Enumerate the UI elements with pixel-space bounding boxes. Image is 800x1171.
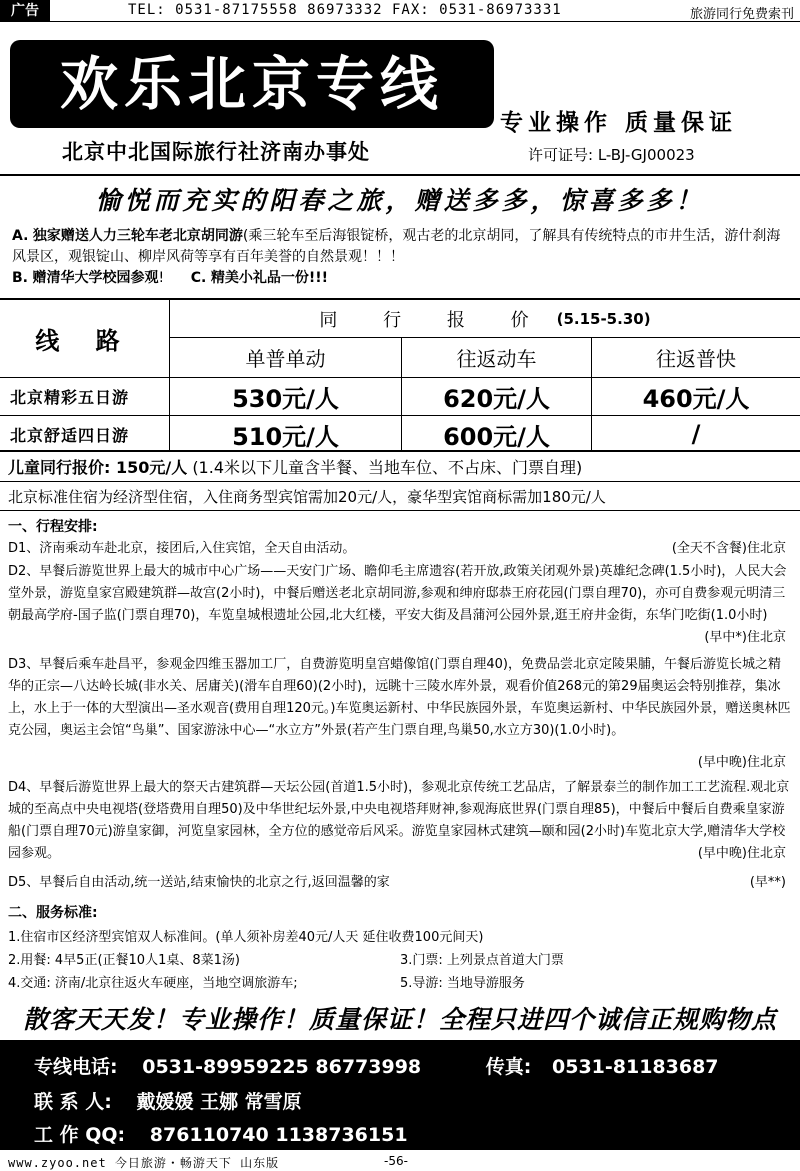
slogan: 专业操作 质量保证 (500, 109, 738, 136)
price-cell: / (691, 420, 701, 448)
contact-people-row (34, 1087, 302, 1114)
itinerary-heading: 一、行程安排: (8, 519, 98, 535)
promo-a-text: (乘三轮车至后海银锭桥，观古老的北京胡同，了解具有传统特点的市井生活，游什刹海风景区，观银锭山、柳岸风荷等享有百年美誉的自然景观！！！ (12, 228, 781, 265)
top-contact-strip: TEL: 0531-87175558 86973332 FAX: 0531-86973331 (128, 2, 562, 18)
itinerary-day: D3、早餐后乘车赴昌平，参观金四维玉器加工厂，自费游览明皇宫蜡像馆(门票自理40)，免费品尝北京定陵果脯，午餐后游览长城之精华的正宗—八达岭长城(非水关、居庸关)(滑车自理60)(2小时)，远眺十三陵水库外景，观看价值268元的第29届奥运会特别推荐，集冰上，水上于一体的大型演出—圣水观音(费用自理120元。)车览奥运新村、中华民族园外景，车览奥运新村、中华民族园外景，赠送奥林匹克公园，奥运主会馆“鸟巢”、国家游泳中心—“水立方”外景(若产生门票自理,鸟巢50,水立方30)(1.0小时)。 (早中晚)住北京 (8, 654, 792, 774)
route-name: 北京精彩五日游 (0, 378, 170, 416)
page-title: 欢乐北京专线 (59, 50, 444, 118)
people-names: 戴媛媛 王娜 常雪原 (136, 1091, 302, 1113)
promo-bc: B. 赠清华大学校园参观! C. 精美小礼品一份!!! (12, 270, 328, 286)
price-cell: 530元/人 (170, 378, 402, 416)
promo-a-title: 独家赠送人力三轮车老北京胡同游 (32, 228, 243, 244)
column-header: 往返普快 (592, 338, 800, 378)
column-header: 往返动车 (402, 338, 592, 378)
agency-name: 北京中北国际旅行社济南办事处 (62, 140, 370, 164)
service-item: 4.交通: 济南/北京往返火车硬座，当地空调旅游车; (8, 976, 298, 991)
child-price (0, 454, 800, 482)
service-item: 2.用餐: 4早5正(正餐10人1桌、8菜1汤) (8, 953, 240, 968)
child-price-note: (1.4米以下儿童含半餐、当地车位、不占床、门票自理) (192, 458, 583, 477)
fax-number: 0531-81183687 (552, 1056, 719, 1078)
meal-note: (早中*)住北京 (704, 630, 786, 645)
ad-tag: 广告 (0, 0, 50, 22)
call-to-action: 散客天天发！专业操作！质量保证！全程只进四个诚信正规购物点 (22, 1005, 777, 1034)
hotline-label: 专线电话: (34, 1056, 118, 1078)
tagline: 愉悦而充实的阳春之旅，赠送多多，惊喜多多！ (95, 186, 705, 215)
hotel-note: 北京标准住宿为经济型住宿，入住商务型宾馆需加20元/人，豪华型宾馆商标需加180元/人 (0, 483, 800, 511)
service-item: 3.门票: 上列景点首道大门票 (400, 953, 564, 968)
meal-note: (全天不含餐)住北京 (671, 541, 786, 556)
promo-b-title: 赠清华大学校园参观 (32, 270, 159, 286)
quote-header: 同 行 报 价 (5.15-5.30) (170, 300, 800, 338)
people-label: 联 系 人: (34, 1091, 112, 1113)
price-table (0, 298, 800, 452)
date-range: (5.15-5.30) (556, 309, 651, 328)
hotline-number: 0531-89959225 86773998 (142, 1056, 422, 1078)
route-header: 线 路 (0, 300, 170, 378)
qq-row (34, 1120, 408, 1147)
fax-label: 传真: (485, 1056, 532, 1078)
top-strip (0, 0, 800, 22)
price-cell: 620元/人 (402, 378, 592, 416)
promo-c-title: 精美小礼品一份!!! (210, 270, 328, 286)
itinerary-day: D4、早餐后游览世界上最大的祭天古建筑群—天坛公园(首道1.5小时)，参观北京传统工艺品店，了解景泰兰的制作加工工艺流程.观北京城的至高点中央电视塔(登塔费用自理50)及中华世纪坛外景,中央电视塔拜财神,参观海底世界(门票自理85)，中餐后中餐后自费乘皇家游船(门票自理70元)游皇家御，河览皇家园林，全方位的感觉帝后风采。游览皇家园林式建筑—颐和园(2小时)车览北京大学,赠清华大学校园参观。 (早中晚)住北京 (8, 777, 792, 865)
service-item: 5.导游: 当地导游服务 (400, 976, 525, 991)
itinerary-day: D1、济南乘动车赴北京，接团后,入住宾馆，全天自由活动。 (全天不含餐)住北京 (8, 538, 792, 560)
meal-note: (早**) (749, 875, 786, 890)
promo-block (12, 226, 792, 289)
page-number: -56- (384, 1154, 408, 1168)
price-cell: 600元/人 (402, 416, 592, 452)
qq-label: 工 作 QQ: (34, 1124, 126, 1146)
contact-block (0, 1040, 800, 1150)
itinerary-day: D5、早餐后自由活动,统一送站,结束愉快的北京之行,返回温馨的家 (早**) (8, 872, 792, 894)
services-heading: 二、服务标准: (8, 905, 98, 921)
header (0, 24, 800, 176)
itinerary-day: D2、早餐后游览世界上最大的城市中心广场——天安门广场、瞻仰毛主席遗容(若开放,政策关闭观外景)英雄纪念碑(1.5小时)，人民大会堂外景，游览皇家宫殿建筑群—故宫(2小时)，中餐后赠送老北京胡同游,参观和绅府邸恭王府花园(门票自理70)，亦可自费参观元明清三朝最高学府-国子监(门票自理70)，车览皇城根遗址公园,北大红楼，平安大街及昌蒲河公园外景,逛王府井金街，东华门吃街(1.0小时) (早中*)住北京 (8, 561, 792, 649)
guide-label: 旅游同行免费索刊 (689, 7, 794, 22)
route-name: 北京舒适四日游 (0, 416, 170, 452)
price-cell: 460元/人 (592, 378, 800, 416)
footer (0, 1152, 800, 1171)
qq-numbers: 876110740 1138736151 (149, 1124, 408, 1146)
hotline-row (34, 1052, 719, 1079)
service-item: 1.住宿市区经济型宾馆双人标准间。(单人须补房差40元/人天 延住收费100元间天) (8, 930, 484, 945)
column-header: 单普单动 (170, 338, 402, 378)
meal-note: (早中晚)住北京 (697, 755, 786, 770)
child-price-label: 儿童同行报价: 150元/人 (8, 458, 188, 477)
footer-site: www.zyoo.net 今日旅游・畅游天下 山东版 (8, 1156, 280, 1170)
meal-note: (早中晚)住北京 (697, 846, 786, 861)
price-cell: 510元/人 (170, 416, 402, 452)
title-banner (10, 40, 494, 128)
license-number: 许可证号: L-BJ-GJ00023 (528, 146, 695, 164)
promo-a: A. 独家赠送人力三轮车老北京胡同游(乘三轮车至后海银锭桥，观古老的北京胡同，了解具有传统特点的市井生活，游什刹海风景区，观银锭山、柳岸风荷等享有百年美誉的自然景观！！！ (12, 228, 781, 265)
